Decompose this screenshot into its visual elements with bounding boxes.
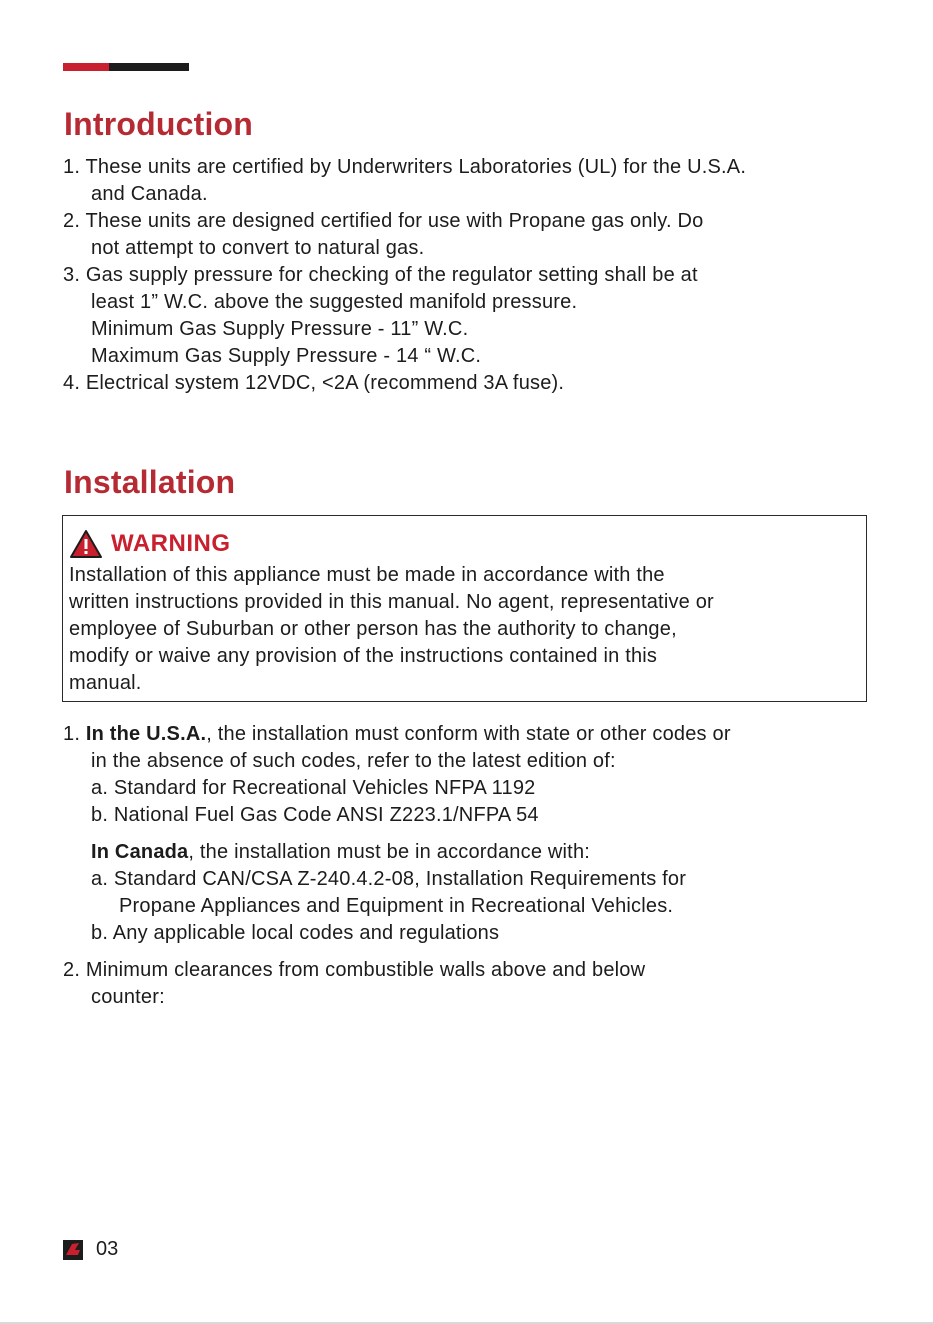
canada-line-1: In Canada, the installation must be in accordance with: [91,841,591,863]
canada-standard-a-line-2: Propane Appliances and Equipment in Recreational Vehicles. [119,895,674,917]
usa-standard-b: b. National Fuel Gas Code ANSI Z223.1/NFPA 54 [91,804,539,826]
warning-line-1: Installation of this appliance must be made in accordance with the [69,564,665,586]
header-accent-black [109,63,189,71]
canada-bold-label: In Canada [91,841,189,863]
clearances-line-2: counter: [91,986,165,1008]
usa-bold-label: In the U.S.A. [85,723,207,745]
header-accent-bar [63,63,189,71]
min-gas-supply-pressure: Minimum Gas Supply Pressure - 11” W.C. [91,318,469,340]
intro-item-1-line-1: 1. These units are certified by Underwriters Laboratories (UL) for the U.S.A. [63,156,747,178]
installation-heading: Installation [64,464,236,500]
warning-line-5: manual. [69,672,142,694]
usa-standard-a: a. Standard for Recreational Vehicles NFPA 1192 [91,777,536,799]
intro-item-2 [63,208,893,262]
brand-logo-icon [63,1240,83,1260]
intro-item-3 [63,262,893,370]
warning-box [62,515,867,702]
header-accent-red [63,63,109,71]
intro-item-2-line-1: 2. These units are designed certified for use with Propane gas only. Do [63,210,704,232]
intro-item-4-line-1: 4. Electrical system 12VDC, <2A (recommend 3A fuse). [63,372,565,394]
usa-line-1: 1. In the U.S.A., the installation must conform with state or other codes or [63,723,731,745]
introduction-list [63,154,893,397]
warning-header [69,528,860,560]
installation-canada-block [63,839,893,947]
introduction-heading: Introduction [64,106,254,142]
canada-standard-a-line-1: a. Standard CAN/CSA Z-240.4.2-08, Installation Requirements for [91,868,687,890]
installation-item-2 [63,957,893,1011]
intro-item-3-line-2: least 1” W.C. above the suggested manifold pressure. [91,291,578,313]
warning-triangle-icon [69,529,103,559]
warning-title: WARNING [111,530,231,557]
warning-line-4: modify or waive any provision of the instructions contained in this [69,645,658,667]
clearances-line-1: 2. Minimum clearances from combustible walls above and below [63,959,646,981]
page-number: 03 [96,1238,119,1260]
warning-text [69,562,860,697]
installation-usa-block [63,721,893,829]
canada-standard-b: b. Any applicable local codes and regulations [91,922,500,944]
intro-item-1-line-2: and Canada. [91,183,208,205]
intro-item-2-line-2: not attempt to convert to natural gas. [91,237,425,259]
warning-line-3: employee of Suburban or other person has the authority to change, [69,618,677,640]
intro-item-1 [63,154,893,208]
page-footer [63,1238,118,1261]
max-gas-supply-pressure: Maximum Gas Supply Pressure - 14 “ W.C. [91,345,482,367]
usa-line-2: in the absence of such codes, refer to the latest edition of: [91,750,616,772]
warning-line-2: written instructions provided in this manual. No agent, representative or [69,591,714,613]
intro-item-4 [63,370,893,397]
intro-item-3-line-1: 3. Gas supply pressure for checking of the regulator setting shall be at [63,264,698,286]
